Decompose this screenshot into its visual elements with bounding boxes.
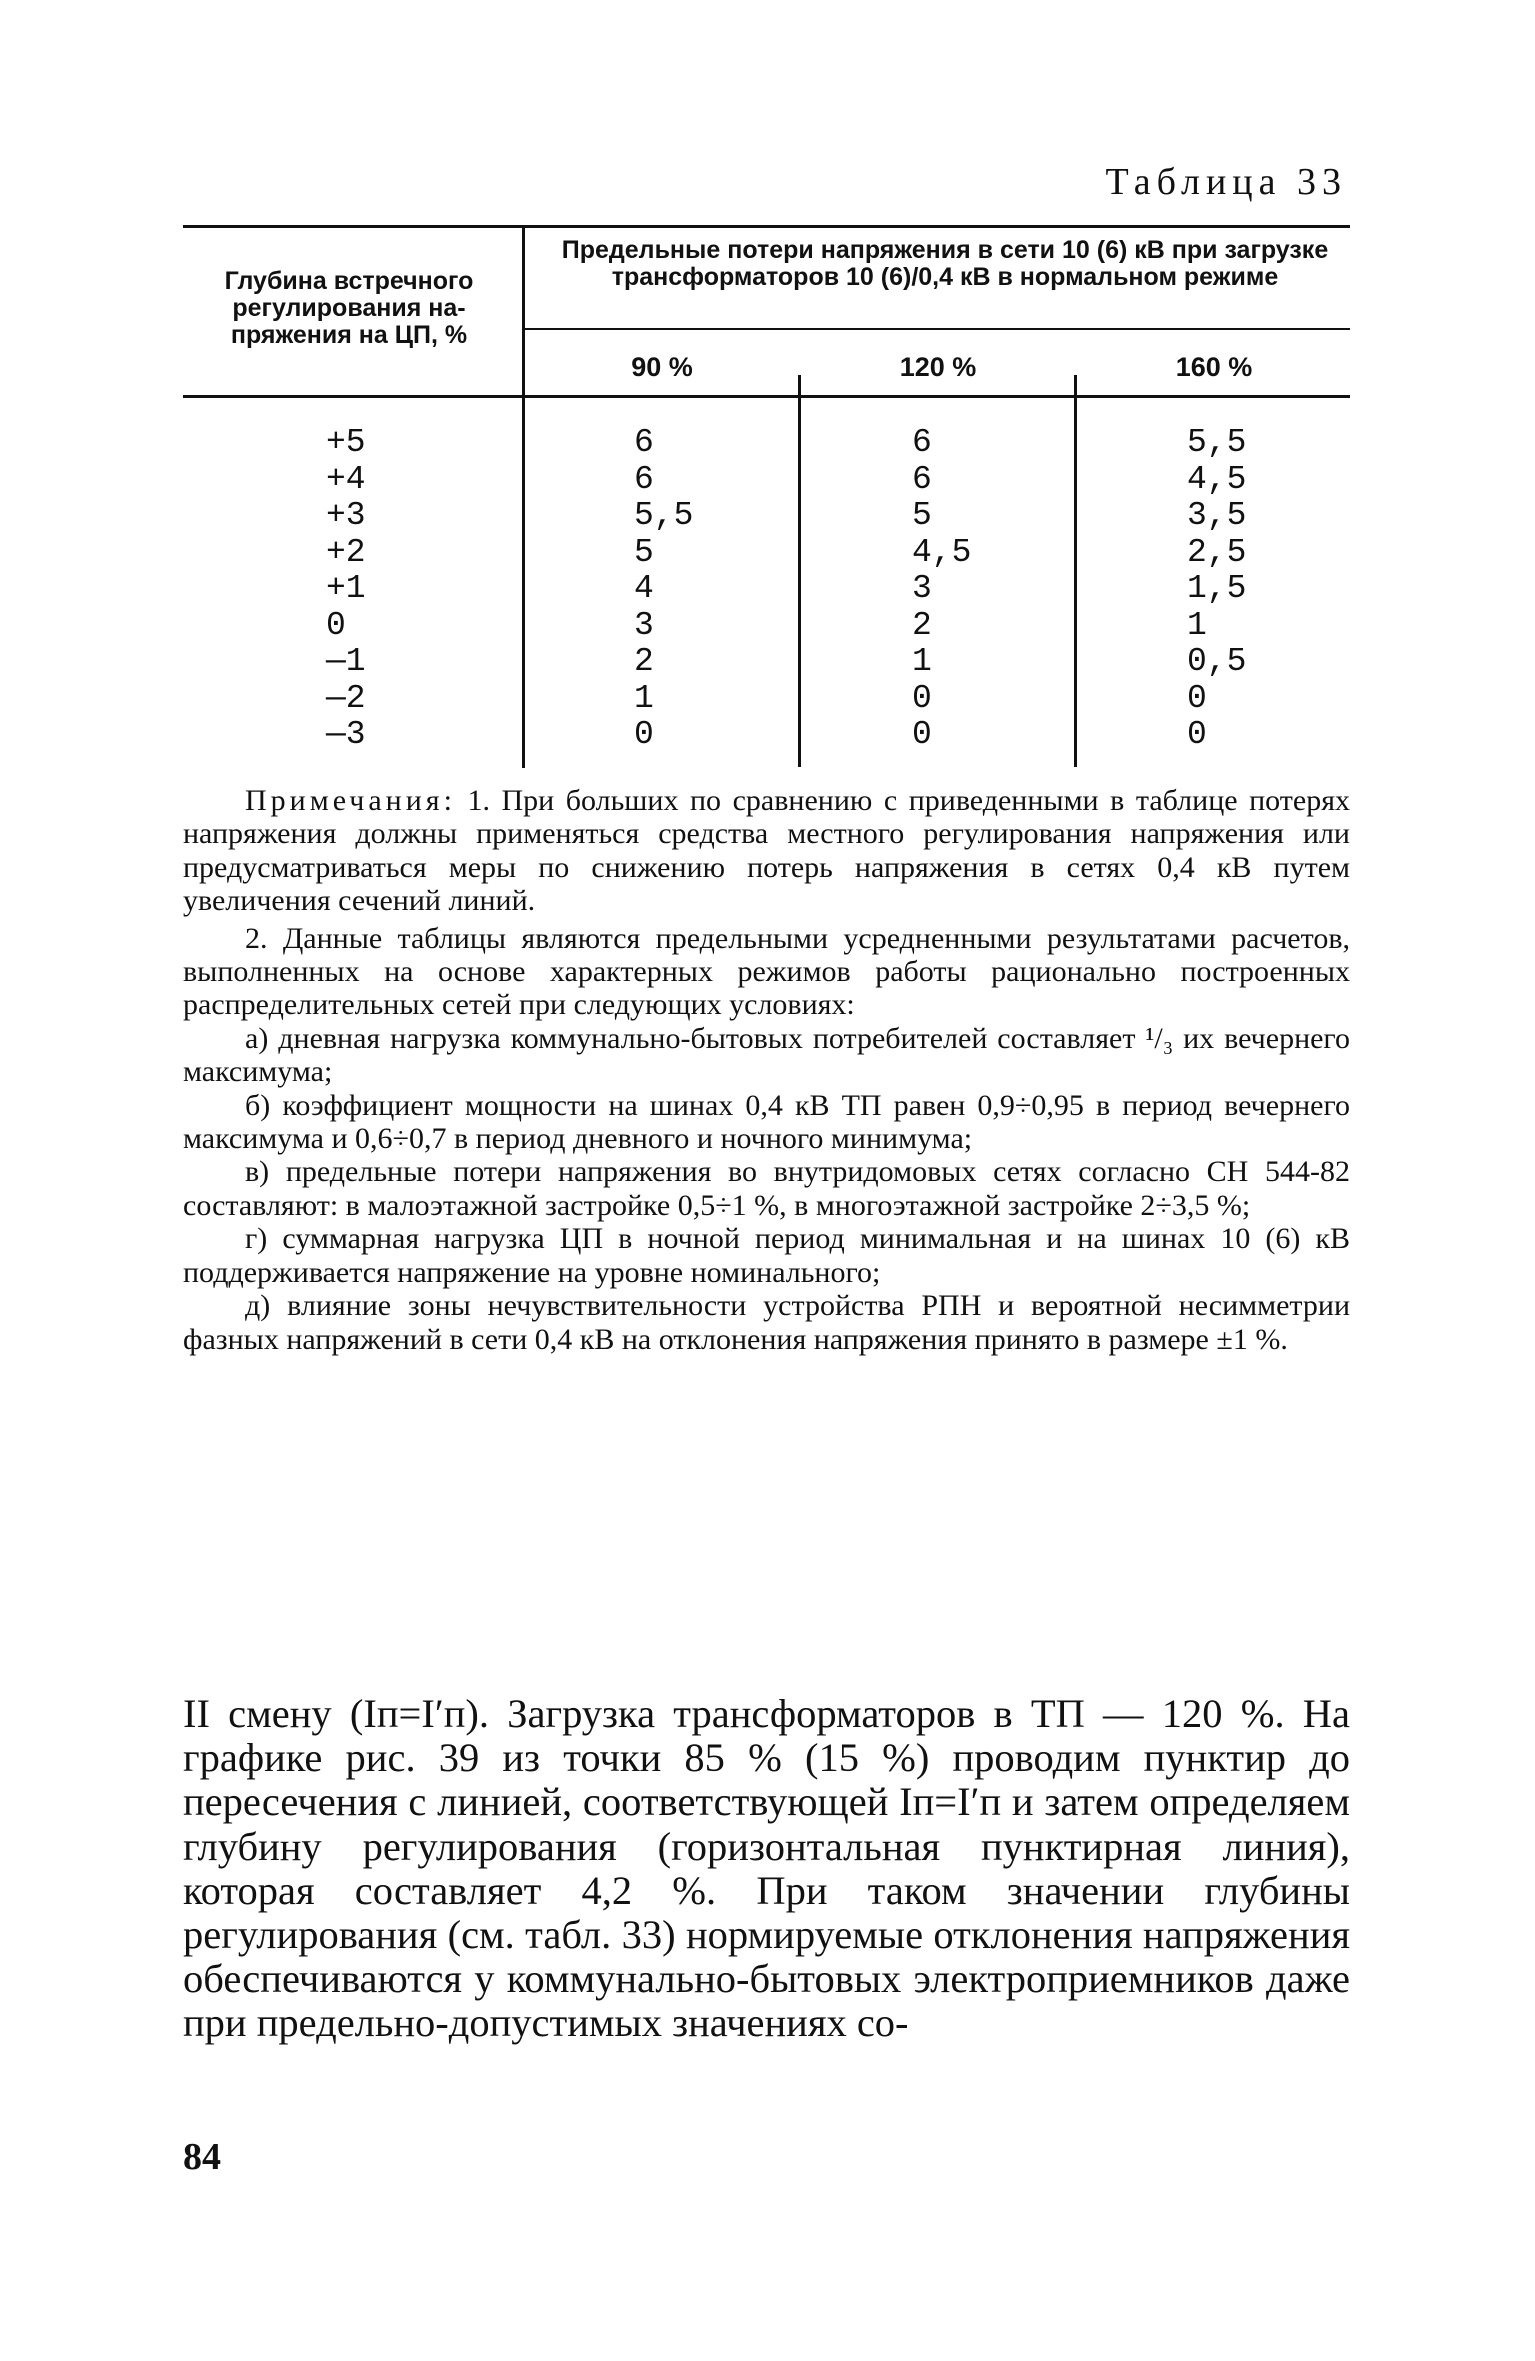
table-cell: 4,5 — [1187, 460, 1247, 498]
table-cell: —2 — [326, 679, 366, 717]
note-1 — [183, 784, 1350, 918]
table-cell: 5 — [634, 533, 654, 571]
table-cell: 1 — [634, 679, 654, 717]
table-cell: 3 — [634, 606, 654, 644]
table-cell: 1 — [1187, 606, 1207, 644]
body-paragraph: II смену (Iп=I′п). Загрузка трансформаторов в ТП — 120 %. На графике рис. 39 из точки 85 % (15 %) проводим пунктир до пересечения с линией, соответствующей Iп=I′п и затем определяем глубину регулирования (горизонтальная пунктирная линия), которая составляет 4,2 %. При таком значении глубины регулирования (см. табл. 33) нормируемые отклонения напряжения обеспечиваются у коммунально-бытовых электроприемников даже при предельно-допустимых значениях со- — [183, 1691, 1350, 2046]
table-cell: 0 — [912, 679, 932, 717]
page-number: 84 — [183, 2136, 221, 2178]
note-2: 2. Данные таблицы являются предельными усредненными результатами расчетов, выполненных на основе характерных режимов работы рационально построенных распределительных сетей при следующих условиях: — [183, 921, 1350, 1022]
table-cell: —3 — [326, 716, 366, 753]
table-cell: 0 — [634, 716, 654, 753]
column-90 — [634, 425, 693, 754]
note-item-a: а) дневная нагрузка коммунально-бытовых потребителей составляет ¹/₃ их вечернего максимума; — [183, 1021, 1350, 1089]
table-cell: 3,5 — [1187, 497, 1247, 534]
column-120 — [912, 425, 971, 754]
table-group-rule — [525, 328, 1350, 330]
table-cell: 0 — [1187, 716, 1207, 753]
table-cell: 0 — [326, 606, 346, 644]
note-item-b: б) коэффициент мощности на шинах 0,4 кВ ТП равен 0,9÷0,95 в период вечернего максимума и 0,6÷0,7 в период дневного и ночного минимума; — [183, 1088, 1350, 1156]
table-cell: +3 — [326, 497, 366, 534]
table-cell: 6 — [634, 460, 654, 498]
table-cell: +5 — [326, 424, 366, 461]
body-text — [183, 1692, 1350, 2046]
table-cell: 0 — [912, 716, 932, 753]
table-cell: +4 — [326, 460, 366, 498]
table-cell: 4,5 — [912, 533, 972, 571]
header-voltage-losses: Предельные потери напряжения в сети 10 (6) кВ при загрузке трансформаторов 10 (6)/0,4 кВ в нормальном режиме — [561, 236, 1329, 291]
table-cell: 2 — [634, 643, 654, 680]
notes-label: Примечания: — [245, 784, 456, 817]
table-cell: 6 — [634, 424, 654, 461]
table-cell: 1,5 — [1187, 570, 1247, 607]
table-cell: 0 — [1187, 679, 1207, 717]
column-160 — [1187, 425, 1246, 754]
table-cell: —1 — [326, 643, 366, 680]
note-1-text: 1. При больших по сравнению с приведенными в таблице потерях напряжения должны применяться средства местного регулирования напряжения или предусматриваться меры по снижению потерь напряжения в сетях 0,4 кВ путем увеличения сечений линий. — [183, 784, 1350, 918]
table-vline-1 — [522, 228, 525, 768]
table-cell: 6 — [912, 460, 932, 498]
header-regulation-depth: Глубина встречного регулирования на-пряжения на ЦП, % — [224, 267, 474, 349]
note-item-v: в) предельные потери напряжения во внутридомовых сетях согласно СН 544-82 составляют: в малоэтажной застройке 0,5÷1 %, в многоэтажной застройке 2÷3,5 %; — [183, 1155, 1350, 1222]
table-cell: 6 — [912, 424, 932, 461]
table-cell: 0,5 — [1187, 643, 1247, 680]
table-cell: 5 — [912, 497, 932, 534]
table-cell: 3 — [912, 570, 932, 607]
note-item-g: г) суммарная нагрузка ЦП в ночной период минимальная и на шинах 10 (6) кВ поддерживается напряжение на уровне номинального; — [183, 1222, 1350, 1289]
table-vline-3 — [1074, 375, 1077, 767]
table-cell: +1 — [326, 570, 366, 607]
note-item-d: д) влияние зоны нечувствительности устройства РПН и вероятной несимметрии фазных напряжений в сети 0,4 кВ на отклонения напряжения принято в размере ±1 %. — [183, 1289, 1350, 1356]
subheader-120: 120 % — [899, 352, 977, 382]
table-notes — [183, 784, 1350, 1356]
table-cell: 5,5 — [1187, 424, 1247, 461]
column-depth — [326, 425, 366, 754]
table-cell: 4 — [634, 570, 654, 607]
table-top-rule — [183, 225, 1350, 228]
table-title: Таблица 33 — [1105, 161, 1347, 203]
table-cell: +2 — [326, 533, 366, 571]
table-vline-2 — [798, 375, 801, 767]
subheader-160: 160 % — [1175, 352, 1253, 382]
subheader-90: 90 % — [631, 352, 693, 382]
table-header-rule — [183, 395, 1350, 398]
table-cell: 1 — [912, 643, 932, 680]
table-cell: 2 — [912, 606, 932, 644]
table-cell: 5,5 — [634, 497, 694, 534]
table-cell: 2,5 — [1187, 533, 1247, 571]
